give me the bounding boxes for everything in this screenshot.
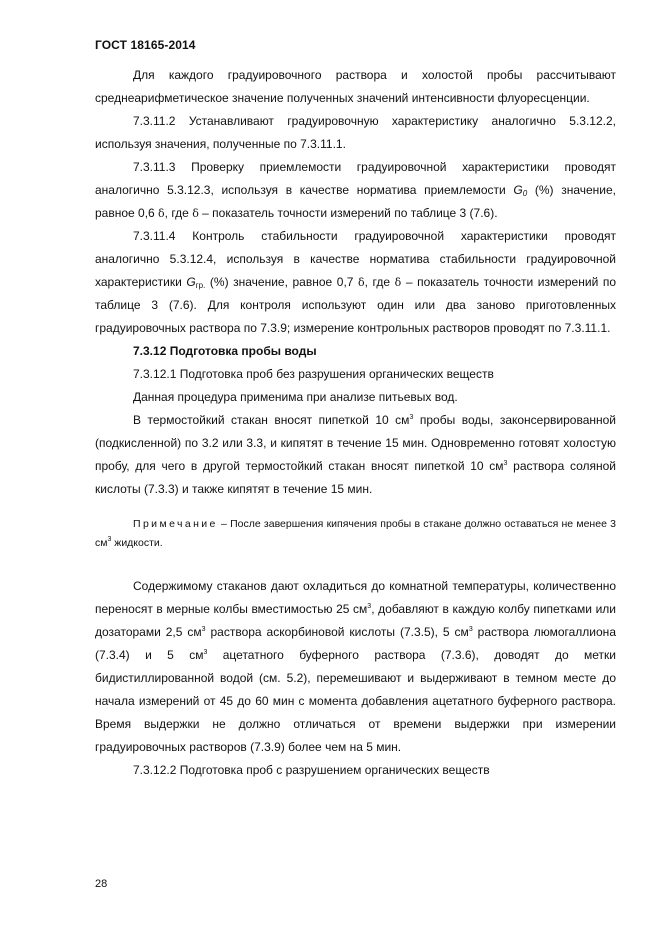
delta-symbol: δ	[358, 276, 365, 289]
paragraph-7-3-11-3: 7.3.11.3 Проверку приемлемости градуировочной характеристики проводят аналогично 5.3.12.3, используя в качестве норматива приемлемости $G_0$ (%) значение, равное 0,6 δ, где δ – показатель точности измерений по таблице 3 (7.6).	[95, 160, 616, 220]
paragraph-applicability: Данная процедура применима при анализе питьевых вод.	[133, 390, 458, 404]
document-header: ГОСТ 18165-2014	[95, 38, 196, 52]
paragraph-cooling-dilution: Содержимому стаканов дают охладиться до комнатной температуры, количественно переносят в мерные колбы вместимостью 25 $см^3$, добавляют в каждую колбу пипетками или дозаторами 2,5 $см^3$ раствора аскорбиновой кислоты (7.3.5), 5 $см^3$ раствора люмогаллиона (7.3.4) и 5 $см^3$ ацетатного буферного раствора (7.3.6), доводят до метки бидистиллированной водой (см. 5.2), перемешивают и выдерживают в темном месте до начала измерений от 45 до 60 мин с момента добавления ацетатного буферного раствора. Время выдержки не должно отличаться от времени выдержки при измерении градуировочных растворов (7.3.9) более чем на 5 мин.	[95, 579, 616, 754]
delta-symbol: δ	[158, 207, 165, 220]
subsection-heading-7-3-12-1: 7.3.12.1 Подготовка проб без разрушения органических веществ	[133, 367, 494, 381]
paragraph-7-3-11-2: 7.3.11.2 Устанавливают градуировочную характеристику аналогично 5.3.12.2, используя значения, полученные по 7.3.11.1.	[95, 114, 616, 151]
note-block: Примечание – После завершения кипячения пробы в стакане должно оставаться не менее 3 $см^3$ жидкости.	[95, 518, 616, 549]
paragraph-7-3-11-4: 7.3.11.4 Контроль стабильности градуировочной характеристики проводят аналогично 5.3.12.4, используя в качестве норматива стабильности градуировочной характеристики $G_{гр.}$ (%) значение, равное 0,7 δ, где δ – показатель точности измерений по таблице 3 (7.6). Для контроля используют один или два заново приготовленных градуировочных раствора по 7.3.9; измерение контрольных растворов проводят по 7.3.11.1.	[95, 229, 617, 335]
symbol-g-subscript: 0	[522, 189, 528, 198]
section-heading-7-3-12: 7.3.12 Подготовка пробы воды	[133, 344, 317, 358]
note-label: Примечание	[133, 518, 218, 530]
delta-symbol: δ	[192, 207, 199, 220]
delta-symbol: δ	[394, 276, 402, 289]
paragraph-fluorescence-mean: Для каждого градуировочного раствора и холостой пробы рассчитывают среднеарифметическое значение полученных значений интенсивности флуоресценции.	[95, 68, 616, 105]
symbol-g: G	[513, 183, 523, 197]
page-number: 28	[95, 878, 108, 890]
subsection-heading-7-3-12-2: 7.3.12.2 Подготовка проб с разрушением органических веществ	[133, 763, 490, 777]
symbol-g: G	[186, 275, 196, 289]
symbol-g-subscript: гр.	[195, 281, 206, 290]
document-body	[95, 64, 616, 782]
paragraph-boiling-procedure: В термостойкий стакан вносят пипеткой 10 $см^3$ пробы воды, законсервированной (подкисленной) по 3.2 или 3.3, и кипятят в течение 15 мин. Одновременно готовят холостую пробу, для чего в другой термостойкий стакан вносят пипеткой 10 $см^3$ раствора соляной кислоты (7.3.3) и также кипятят в течение 15 мин.	[95, 413, 617, 496]
